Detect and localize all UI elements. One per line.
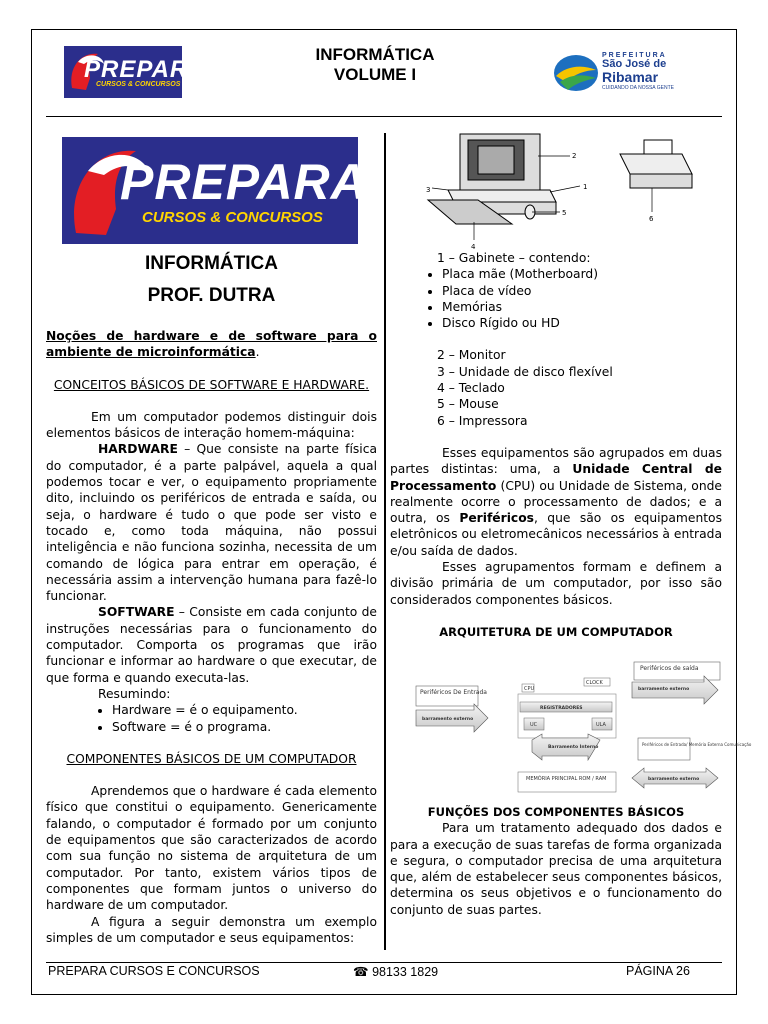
list-item: 3 – Unidade de disco flexível: [437, 364, 613, 379]
barr-ext1-label: barramento externo: [422, 717, 474, 722]
gabinete-list: [390, 266, 722, 331]
cpu-frame: [518, 694, 616, 738]
software-text: – Consiste em cada conjunto de instruções necessárias para o funcionamento do computador. Comporta os programas que irão funcionar e informar ao hardware o que executar, de que forma e quando executa-las.: [46, 605, 377, 685]
p1-a: Esses equipamentos são agrupados em duas partes distintas: uma, a: [390, 445, 722, 477]
list-item: 6 – Impressora: [437, 413, 528, 428]
paragraph-figura: A figura a seguir demonstra um exemplo simples de um computador e seus equipamentos:: [46, 914, 377, 945]
footer-rule: [46, 962, 722, 963]
internal-bus-arrow: [532, 734, 600, 760]
phone-number: 98133 1829: [372, 965, 439, 979]
prefeitura-emblem-icon: [552, 52, 600, 94]
memoria-box: [518, 772, 616, 792]
clock-label: CLOCK: [586, 680, 603, 686]
footer-phone: [353, 964, 438, 979]
printer-icon: [620, 140, 692, 188]
section-heading-conceitos: CONCEITOS BÁSICOS DE SOFTWARE E HARDWARE.: [53, 377, 370, 392]
paragraph-funcoes: Para um tratamento adequado dos dados e para a execução de suas tarefas de forma organizada e segura, o computador precisa de uma arquitetura que, além de estabelecer seus componentes básicos, determina os seus objetivos e o funcionamento do conjunto de suas partes.: [390, 821, 722, 917]
barr-ext3-label: barramento externo: [648, 777, 700, 782]
intro-end: .: [255, 345, 260, 360]
list-item: 2 – Monitor: [437, 348, 506, 363]
monitor-icon: [460, 134, 540, 190]
prepara-logo-large: [62, 137, 368, 244]
io-bus-arrow: [632, 768, 718, 788]
resumo-list: [46, 702, 377, 735]
computer-figure: [420, 128, 730, 250]
header-title-line2: VOLUME I: [333, 65, 417, 84]
pref-line1: PREFEITURA: [602, 52, 667, 59]
hardware-label: HARDWARE: [98, 442, 178, 457]
perif-entrada-box: [416, 686, 487, 706]
header-title-line1: INFORMÁTICA: [315, 45, 435, 64]
fig-label-4: 4: [471, 243, 476, 251]
fig-label-6: 6: [649, 215, 654, 223]
fig-label-2: 2: [572, 152, 577, 160]
fig-label-1: 1: [583, 183, 588, 191]
header-rule: [46, 116, 722, 117]
item-gabinete: 1 – Gabinete – contendo:: [437, 251, 591, 265]
list-item: • Disco Rígido ou HD: [442, 315, 722, 331]
intro-text: Noções de hardware e de software para o ambiente de microinformática: [46, 329, 377, 360]
logo-small-text: PREPARA: [84, 56, 207, 83]
list-item: • Hardware = é o equipamento.: [112, 702, 377, 718]
p1-e: , que são os equipamentos eletrônicos ou eletromecânicos necessários à entrada e/ou saída de dados.: [390, 511, 722, 558]
uc-label: UC: [530, 722, 538, 728]
barr-int-label: Barramento Interno: [548, 745, 599, 750]
perif-saida-label: Periféricos de saída: [640, 665, 699, 672]
header-title: [275, 45, 475, 85]
phone-icon: ☎: [353, 965, 369, 979]
column-divider: [384, 133, 386, 950]
list-item: • Placa mãe (Motherboard): [442, 266, 722, 282]
functions-title: FUNÇÕES DOS COMPONENTES BÁSICOS: [427, 805, 685, 819]
footer-left: PREPARA CURSOS E CONCURSOS: [48, 964, 260, 978]
prepara-logo-small: [64, 46, 207, 98]
intro: [46, 328, 377, 361]
list-item: • Memórias: [442, 299, 722, 315]
registradores-label: REGISTRADORES: [540, 706, 583, 711]
perif-entrada-label: Periféricos De Entrada: [420, 689, 487, 696]
logo-large-sub: CURSOS & CONCURSOS: [142, 209, 323, 226]
ucp-term: Unidade Central de Processamento: [390, 462, 722, 493]
component-list: [390, 347, 722, 428]
architecture-diagram: [412, 660, 752, 798]
paragraph-hardware: [46, 441, 377, 604]
fig-label-3: 3: [426, 186, 431, 194]
list-item: • Placa de vídeo: [442, 283, 722, 299]
prefeitura-logo: [552, 52, 692, 94]
pref-line4: CUIDANDO DA NOSSA GENTE: [602, 85, 674, 91]
paragraph-software: [46, 604, 377, 685]
p1-c: (CPU) ou Unidade de Sistema, onde realmente ocorre o processamento de dados; e a outra, os: [390, 478, 722, 526]
memoria-label: MEMÓRIA PRINCIPAL ROM / RAM: [526, 776, 607, 782]
right-column: [390, 250, 722, 640]
right-column-bottom: [390, 804, 722, 918]
footer-page: PÁGINA 26: [626, 964, 690, 978]
software-label: SOFTWARE: [98, 605, 175, 620]
paragraph-aprendemos: Aprendemos que o hardware é cada elemento físico que constitui o equipamento. Genericamente falando, o computador é formado por um conjunto de equipamentos que são caracterizados de acordo com sua função no sistema de arquitetura de um computador. Por tanto, existem vários tipos de componentes que formam juntos o universo do hardware de um computador.: [46, 784, 377, 913]
list-item: 4 – Teclado: [437, 381, 505, 396]
resumindo: Resumindo:: [98, 686, 171, 701]
paragraph-elementos: Em um computador podemos distinguir dois elementos básicos de interação homem-máquina:: [46, 409, 377, 441]
logo-small-sub: CURSOS & CONCURSOS: [96, 81, 181, 88]
arch-title: ARQUITETURA DE UM COMPUTADOR: [439, 624, 673, 639]
logo-large-text: PREPARA: [120, 154, 368, 210]
input-bus-arrow: [416, 704, 488, 732]
paragraph-agrupamentos: Esses agrupamentos formam e definem a divisão primária de um computador, por isso são considerados componentes básicos.: [390, 560, 722, 607]
barr-ext2-label: barramento externo: [638, 687, 690, 692]
cpu-label: CPU: [524, 686, 535, 692]
pref-line2: São José de: [602, 58, 667, 70]
perifericos-term: Periféricos: [459, 511, 534, 526]
ula-label: ULA: [596, 722, 606, 728]
left-column: [46, 248, 377, 946]
doc-author: PROF. DUTRA: [147, 285, 276, 306]
perif-saida-box: [634, 662, 720, 680]
paragraph-agrupados: [390, 445, 722, 559]
fig-label-5: 5: [562, 209, 567, 217]
list-item: • Software = é o programa.: [112, 719, 377, 735]
perif-arm-label: Periféricos de Entrada/ Memória Externa Comunicação: [642, 742, 752, 747]
pref-line3: Ribamar: [602, 69, 659, 85]
list-item: 5 – Mouse: [437, 397, 499, 412]
section-heading-componentes: COMPONENTES BÁSICOS DE UM COMPUTADOR: [66, 751, 357, 766]
doc-title: INFORMÁTICA: [145, 253, 278, 274]
hardware-text: – Que consiste na parte física do computador, é a parte palpável, aquela a qual podemos tocar e ver, o equipamento propriamente dito, incluindo os periféricos de entrada e saída, ou seja, o hardware é tudo o que pode ser visto e tocado e, como toda máquina, não possui inteligência e não funciona sozinha, necessita de um comando de lógica para entrar em operação, é necessária assim a intervenção humana para fazê-lo funcionar.: [46, 442, 377, 604]
